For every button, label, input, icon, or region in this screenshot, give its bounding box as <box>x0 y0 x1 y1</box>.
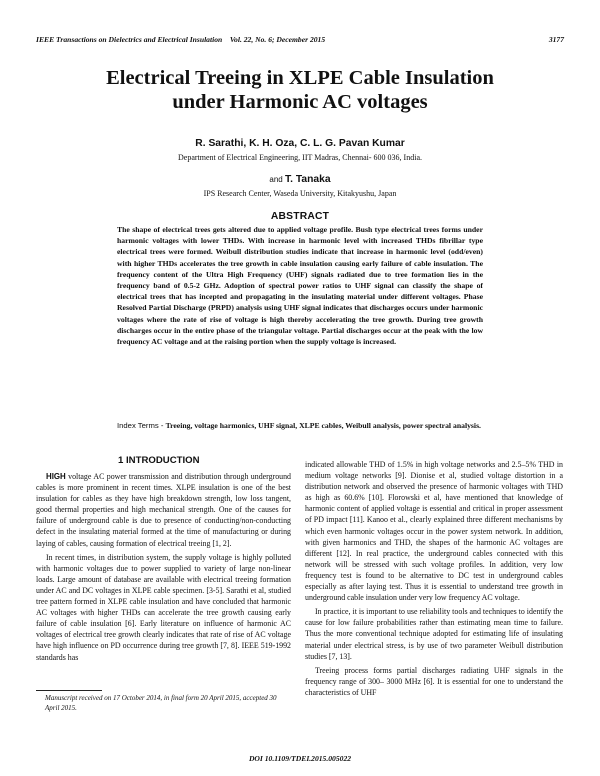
paragraph: indicated allowable THD of 1.5% in high voltage networks and 2.5–5% THD in medium voltage networks [9]. Dionise et al, studied voltage distortion in a distribution network and observed the presence of harmonic voltages with THD as high as 60.6% [10]. Florowski et al, have mentioned that knowledge of harmonic content of applied voltage is essential and critical in proper assessment of PD impact [11]. Kanoo et al., clearly explained three different mechanisms by which even harmonic voltages occur in the power system network. In addition, with given harmonics and THD, the shapes of the harmonic AC voltages are different [12]. In real practice, the underground cables connected with this network will be stressed with such voltage profiles. In addition, very low frequency test is found to be alternative to DC test in underground cables especially as after laying test. Thus it is essential to understand tree growth in underground cable insulation under very low frequency AC voltage. <box>305 460 563 603</box>
doi-footer: DOI 10.1109/TDEI.2015.005022 <box>248 754 352 763</box>
paragraph: Treeing process forms partial discharges radiating UHF signals in the frequency range of 300– 3000 MHz [6]. It is essential for one to understand the characteristics of UHF <box>305 665 563 697</box>
title-line-1: Electrical Treeing in XLPE Cable Insulation <box>106 67 494 89</box>
manuscript-footnote: Manuscript received on 17 October 2014, in final form 20 April 2015, accepted 30 April 2015. <box>45 694 277 712</box>
title-line-2: under Harmonic AC voltages <box>172 91 428 113</box>
section-heading-introduction: 1 INTRODUCTION <box>118 455 200 466</box>
footnote-rule <box>36 690 102 691</box>
journal-name: IEEE Transactions on Dielectrics and Electrical Insulation <box>36 35 223 44</box>
paper-title <box>0 66 600 114</box>
drop-word: HIGH <box>46 472 66 481</box>
affiliation-iit-madras: Department of Electrical Engineering, IIT Madras, Chennai- 600 036, India. <box>178 153 422 162</box>
second-author: T. Tanaka <box>285 174 331 185</box>
page-number: 3177 <box>548 35 564 44</box>
affiliation-waseda: IPS Research Center, Waseda University, Kitakyushu, Japan <box>203 189 397 198</box>
second-author-line <box>0 174 600 185</box>
abstract-body: The shape of electrical trees gets altered due to applied voltage profile. Bush type electrical trees forms under harmonic voltages with lower THDs. With increase in harmonic level with increased THDs fibrillar type electrical trees were formed. Weibull distribution studies indicate that increase in harmonic level (odd/even) with higher THDs accelerates the tree growth in cable insulation causing early failure of cable insulation. The frequency content of the Ultra High Frequency (UHF) signals radiated due to tree formation lies in the frequency band of 0.5-2 GHz. Adoption of spectral power ratios to UHF signal can classify the shape of electrical trees that has incepted and propagating in the insulating material under different voltages. Phase Resolved Partial Discharge (PRPD) analysis using UHF signal indicates that discharges occurs under harmonic voltages where the rate of rise of voltage is high thereby accelerating the tree growth. During tree growth discharges occur in the entire phase of the triangular voltage. Partial discharges occur at the peak with the low frequency AC voltage and at the raising portion when the supply voltage is increased. <box>117 225 483 347</box>
volume-info: Vol. 22, No. 6; December 2015 <box>229 35 326 44</box>
paragraph: In practice, it is important to use reliability tools and techniques to identify the cause for low failure probabilities rather than estimating mean time to failure. Thus the more conventional technique adopted for estimating life of insulating material under electrical stress, is by use of two parameter Weibull distribution studies [7, 13]. <box>305 607 563 661</box>
left-column <box>36 471 291 663</box>
index-terms-list: Treeing, voltage harmonics, UHF signal, XLPE cables, Weibull analysis, power spectral analysis. <box>165 421 481 430</box>
abstract-heading: ABSTRACT <box>270 211 330 222</box>
and-word: and <box>269 175 283 184</box>
paragraph <box>36 471 291 549</box>
paragraph: In recent times, in distribution system, the supply voltage is highly polluted with harmonic voltages due to power supplied to variety of large non-linear loads. Large amount of database are available with electrical treeing formation under AC and DC voltages in XLPE cable specimen. [3-5]. Sarathi et al, studied tree pattern formed in XLPE cable insulation and have concluded that harmonic AC voltages with higher THDs can accelerate the tree growth causing early failure of cable insulation [6]. Early literature on influence of harmonic AC voltages of electrical tree growth clearly indicates that rate of rise of AC voltage have high influence on PD occurrence during tree growth [7, 8]. IEEE 519-1992 standards has <box>36 552 291 662</box>
index-terms <box>117 420 483 431</box>
paragraph-text: voltage AC power transmission and distribution through underground cables is more prominent in recent times. XLPE insulation is one of the best insulation for cables as they have high breakdown strength, low loss tangent, good thermal properties and high mechanical strength. One of the causes for failure of underground cable is due to presence of conducting/non-conducting defect in the insulating material formed at the time of manufacturing or during laying of cables, causing formation of electrical treeing [1, 2]. <box>36 472 291 548</box>
author-list: R. Sarathi, K. H. Oza, C. L. G. Pavan Kumar <box>195 138 405 149</box>
index-terms-label: Index Terms - <box>117 421 166 430</box>
running-header <box>36 35 564 44</box>
right-column <box>305 459 563 698</box>
